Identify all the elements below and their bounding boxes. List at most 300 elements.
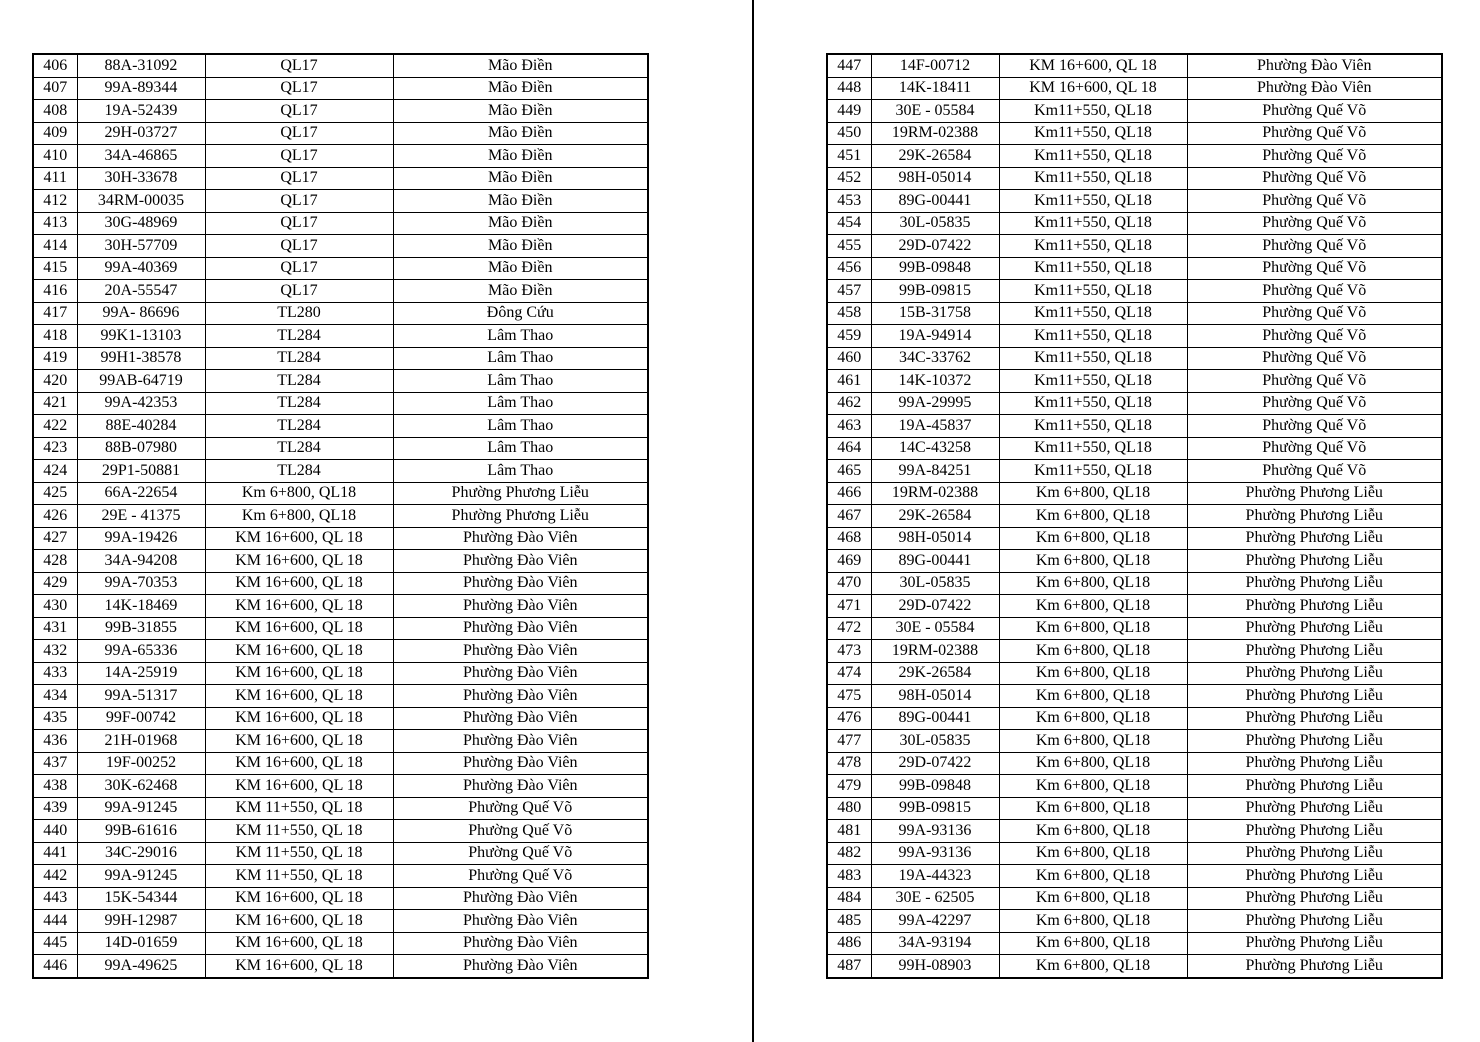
row-number-cell: 485	[827, 910, 871, 933]
ward-cell: Phường Đào Viên	[393, 595, 648, 618]
row-number-cell: 435	[33, 707, 77, 730]
plate-number-cell: 19RM-02388	[871, 482, 999, 505]
plate-number-cell: 19F-00252	[77, 752, 205, 775]
ward-cell: Phường Đào Viên	[393, 752, 648, 775]
plate-number-cell: 30L-05835	[871, 212, 999, 235]
location-cell: QL17	[205, 212, 393, 235]
ward-cell: Phường Quế Võ	[1187, 167, 1442, 190]
table-row	[33, 595, 648, 618]
ward-cell: Phường Phương Liễu	[1187, 595, 1442, 618]
table-row	[33, 932, 648, 955]
row-number-cell: 471	[827, 595, 871, 618]
table-row	[827, 730, 1442, 753]
plate-number-cell: 99A-84251	[871, 460, 999, 483]
plate-number-cell: 14A-25919	[77, 662, 205, 685]
plate-number-cell: 99A-70353	[77, 572, 205, 595]
plate-number-cell: 19RM-02388	[871, 640, 999, 663]
plate-number-cell: 29D-07422	[871, 752, 999, 775]
location-cell: Km 6+800, QL18	[999, 775, 1187, 798]
ward-cell: Phường Phương Liễu	[1187, 820, 1442, 843]
location-cell: Km11+550, QL18	[999, 325, 1187, 348]
plate-number-cell: 30G-48969	[77, 212, 205, 235]
row-number-cell: 478	[827, 752, 871, 775]
location-cell: Km 6+800, QL18	[999, 482, 1187, 505]
row-number-cell: 415	[33, 257, 77, 280]
location-cell: Km 6+800, QL18	[999, 842, 1187, 865]
plate-number-cell: 99A- 86696	[77, 302, 205, 325]
plate-number-cell: 99B-09815	[871, 280, 999, 303]
location-cell: Km 6+800, QL18	[999, 707, 1187, 730]
ward-cell: Phường Đào Viên	[393, 640, 648, 663]
plate-number-cell: 99A-40369	[77, 257, 205, 280]
row-number-cell: 407	[33, 77, 77, 100]
location-cell: Km 6+800, QL18	[999, 617, 1187, 640]
ward-cell: Phường Đào Viên	[393, 617, 648, 640]
location-cell: KM 16+600, QL 18	[205, 617, 393, 640]
ward-cell: Phường Đào Viên	[393, 685, 648, 708]
table-row	[827, 325, 1442, 348]
plate-number-cell: 14D-01659	[77, 932, 205, 955]
ward-cell: Phường Phương Liễu	[1187, 685, 1442, 708]
left-violation-table	[32, 53, 649, 979]
ward-cell: Phường Đào Viên	[393, 662, 648, 685]
row-number-cell: 448	[827, 77, 871, 100]
ward-cell: Phường Đào Viên	[393, 932, 648, 955]
plate-number-cell: 29E - 41375	[77, 505, 205, 528]
row-number-cell: 480	[827, 797, 871, 820]
ward-cell: Phường Quế Võ	[1187, 257, 1442, 280]
table-row	[827, 955, 1442, 978]
table-row	[827, 932, 1442, 955]
location-cell: Km11+550, QL18	[999, 415, 1187, 438]
location-cell: TL284	[205, 325, 393, 348]
location-cell: Km 6+800, QL18	[999, 640, 1187, 663]
location-cell: KM 16+600, QL 18	[205, 775, 393, 798]
location-cell: QL17	[205, 100, 393, 123]
plate-number-cell: 99K1-13103	[77, 325, 205, 348]
table-row	[827, 865, 1442, 888]
row-number-cell: 445	[33, 932, 77, 955]
table-row	[827, 415, 1442, 438]
location-cell: KM 16+600, QL 18	[205, 685, 393, 708]
row-number-cell: 457	[827, 280, 871, 303]
plate-number-cell: 29K-26584	[871, 662, 999, 685]
location-cell: QL17	[205, 190, 393, 213]
table-row	[33, 77, 648, 100]
location-cell: Km11+550, QL18	[999, 235, 1187, 258]
row-number-cell: 418	[33, 325, 77, 348]
ward-cell: Mão Điền	[393, 122, 648, 145]
plate-number-cell: 99A-93136	[871, 842, 999, 865]
plate-number-cell: 99A-65336	[77, 640, 205, 663]
plate-number-cell: 14K-18411	[871, 77, 999, 100]
ward-cell: Phường Đào Viên	[393, 955, 648, 978]
row-number-cell: 410	[33, 145, 77, 168]
table-row	[827, 347, 1442, 370]
table-row	[827, 910, 1442, 933]
ward-cell: Phường Phương Liễu	[1187, 865, 1442, 888]
location-cell: KM 16+600, QL 18	[205, 910, 393, 933]
location-cell: Km11+550, QL18	[999, 145, 1187, 168]
table-row	[33, 212, 648, 235]
plate-number-cell: 99A-91245	[77, 797, 205, 820]
right-violation-table	[826, 53, 1443, 979]
table-row	[33, 775, 648, 798]
ward-cell: Phường Quế Võ	[1187, 370, 1442, 393]
table-row	[827, 595, 1442, 618]
row-number-cell: 465	[827, 460, 871, 483]
table-row	[827, 550, 1442, 573]
location-cell: QL17	[205, 167, 393, 190]
table-row	[33, 707, 648, 730]
location-cell: Km11+550, QL18	[999, 167, 1187, 190]
table-row	[33, 54, 648, 77]
location-cell: Km 6+800, QL18	[205, 505, 393, 528]
location-cell: Km11+550, QL18	[999, 370, 1187, 393]
table-row	[827, 122, 1442, 145]
plate-number-cell: 89G-00441	[871, 707, 999, 730]
plate-number-cell: 99B-09815	[871, 797, 999, 820]
row-number-cell: 464	[827, 437, 871, 460]
location-cell: Km 6+800, QL18	[999, 910, 1187, 933]
ward-cell: Phường Phương Liễu	[1187, 527, 1442, 550]
row-number-cell: 455	[827, 235, 871, 258]
table-row	[33, 235, 648, 258]
plate-number-cell: 29H-03727	[77, 122, 205, 145]
location-cell: TL284	[205, 370, 393, 393]
table-row	[33, 505, 648, 528]
table-row	[827, 707, 1442, 730]
table-row	[827, 752, 1442, 775]
ward-cell: Phường Quế Võ	[1187, 302, 1442, 325]
row-number-cell: 487	[827, 955, 871, 978]
ward-cell: Phường Phương Liễu	[1187, 505, 1442, 528]
row-number-cell: 450	[827, 122, 871, 145]
ward-cell: Phường Quế Võ	[393, 865, 648, 888]
ward-cell: Phường Đào Viên	[1187, 54, 1442, 77]
location-cell: Km 6+800, QL18	[999, 572, 1187, 595]
plate-number-cell: 30L-05835	[871, 730, 999, 753]
table-row	[827, 460, 1442, 483]
row-number-cell: 443	[33, 887, 77, 910]
table-row	[827, 527, 1442, 550]
location-cell: Km11+550, QL18	[999, 437, 1187, 460]
row-number-cell: 474	[827, 662, 871, 685]
row-number-cell: 454	[827, 212, 871, 235]
location-cell: KM 16+600, QL 18	[205, 640, 393, 663]
table-row	[33, 145, 648, 168]
ward-cell: Phường Phương Liễu	[1187, 932, 1442, 955]
row-number-cell: 406	[33, 54, 77, 77]
row-number-cell: 440	[33, 820, 77, 843]
ward-cell: Phường Đào Viên	[393, 527, 648, 550]
ward-cell: Lâm Thao	[393, 347, 648, 370]
ward-cell: Phường Phương Liễu	[1187, 842, 1442, 865]
row-number-cell: 420	[33, 370, 77, 393]
ward-cell: Lâm Thao	[393, 392, 648, 415]
row-number-cell: 414	[33, 235, 77, 258]
left-table-body	[33, 54, 648, 978]
plate-number-cell: 34RM-00035	[77, 190, 205, 213]
row-number-cell: 472	[827, 617, 871, 640]
ward-cell: Phường Phương Liễu	[1187, 797, 1442, 820]
plate-number-cell: 89G-00441	[871, 550, 999, 573]
plate-number-cell: 88B-07980	[77, 437, 205, 460]
location-cell: Km 6+800, QL18	[999, 730, 1187, 753]
table-row	[33, 842, 648, 865]
location-cell: Km 6+800, QL18	[999, 685, 1187, 708]
table-row	[827, 685, 1442, 708]
table-row	[33, 302, 648, 325]
location-cell: KM 16+600, QL 18	[205, 595, 393, 618]
row-number-cell: 417	[33, 302, 77, 325]
ward-cell: Phường Quế Võ	[393, 842, 648, 865]
table-row	[33, 122, 648, 145]
row-number-cell: 484	[827, 887, 871, 910]
plate-number-cell: 14F-00712	[871, 54, 999, 77]
table-row	[827, 167, 1442, 190]
plate-number-cell: 34A-93194	[871, 932, 999, 955]
ward-cell: Phường Phương Liễu	[1187, 550, 1442, 573]
ward-cell: Phường Quế Võ	[1187, 190, 1442, 213]
ward-cell: Mão Điền	[393, 257, 648, 280]
location-cell: Km 6+800, QL18	[999, 662, 1187, 685]
table-row	[33, 527, 648, 550]
location-cell: Km 6+800, QL18	[999, 550, 1187, 573]
plate-number-cell: 29D-07422	[871, 235, 999, 258]
plate-number-cell: 99A-42297	[871, 910, 999, 933]
plate-number-cell: 29D-07422	[871, 595, 999, 618]
ward-cell: Phường Quế Võ	[1187, 347, 1442, 370]
plate-number-cell: 34A-94208	[77, 550, 205, 573]
plate-number-cell: 88E-40284	[77, 415, 205, 438]
table-row	[827, 100, 1442, 123]
ward-cell: Phường Phương Liễu	[1187, 775, 1442, 798]
row-number-cell: 468	[827, 527, 871, 550]
plate-number-cell: 14K-18469	[77, 595, 205, 618]
table-row	[827, 77, 1442, 100]
ward-cell: Mão Điền	[393, 280, 648, 303]
row-number-cell: 476	[827, 707, 871, 730]
plate-number-cell: 99B-61616	[77, 820, 205, 843]
table-row	[33, 752, 648, 775]
plate-number-cell: 99H1-38578	[77, 347, 205, 370]
table-row	[827, 505, 1442, 528]
row-number-cell: 427	[33, 527, 77, 550]
table-row	[827, 842, 1442, 865]
plate-number-cell: 99A-91245	[77, 865, 205, 888]
row-number-cell: 466	[827, 482, 871, 505]
location-cell: Km 6+800, QL18	[999, 820, 1187, 843]
plate-number-cell: 99A-49625	[77, 955, 205, 978]
location-cell: Km11+550, QL18	[999, 392, 1187, 415]
ward-cell: Phường Quế Võ	[1187, 325, 1442, 348]
plate-number-cell: 29K-26584	[871, 505, 999, 528]
row-number-cell: 470	[827, 572, 871, 595]
plate-number-cell: 15B-31758	[871, 302, 999, 325]
table-row	[33, 572, 648, 595]
ward-cell: Phường Đào Viên	[393, 572, 648, 595]
ward-cell: Phường Phương Liễu	[1187, 752, 1442, 775]
location-cell: KM 16+600, QL 18	[999, 54, 1187, 77]
table-row	[33, 820, 648, 843]
table-row	[33, 797, 648, 820]
ward-cell: Lâm Thao	[393, 437, 648, 460]
row-number-cell: 469	[827, 550, 871, 573]
table-row	[827, 482, 1442, 505]
ward-cell: Phường Phương Liễu	[393, 482, 648, 505]
ward-cell: Mão Điền	[393, 235, 648, 258]
row-number-cell: 479	[827, 775, 871, 798]
ward-cell: Phường Phương Liễu	[1187, 955, 1442, 978]
ward-cell: Mão Điền	[393, 190, 648, 213]
plate-number-cell: 14K-10372	[871, 370, 999, 393]
plate-number-cell: 15K-54344	[77, 887, 205, 910]
plate-number-cell: 98H-05014	[871, 167, 999, 190]
ward-cell: Phường Phương Liễu	[1187, 482, 1442, 505]
table-row	[827, 437, 1442, 460]
table-row	[827, 640, 1442, 663]
plate-number-cell: 29P1-50881	[77, 460, 205, 483]
location-cell: KM 11+550, QL 18	[205, 797, 393, 820]
plate-number-cell: 98H-05014	[871, 527, 999, 550]
plate-number-cell: 30L-05835	[871, 572, 999, 595]
location-cell: QL17	[205, 257, 393, 280]
table-row	[827, 662, 1442, 685]
table-row	[33, 392, 648, 415]
location-cell: TL284	[205, 437, 393, 460]
plate-number-cell: 99B-31855	[77, 617, 205, 640]
row-number-cell: 439	[33, 797, 77, 820]
location-cell: TL284	[205, 392, 393, 415]
ward-cell: Phường Quế Võ	[393, 820, 648, 843]
location-cell: KM 11+550, QL 18	[205, 842, 393, 865]
table-row	[827, 145, 1442, 168]
ward-cell: Phường Quế Võ	[1187, 280, 1442, 303]
ward-cell: Phường Đào Viên	[393, 887, 648, 910]
table-row	[827, 302, 1442, 325]
right-table-body	[827, 54, 1442, 978]
row-number-cell: 432	[33, 640, 77, 663]
plate-number-cell: 19A-52439	[77, 100, 205, 123]
row-number-cell: 424	[33, 460, 77, 483]
table-row	[827, 392, 1442, 415]
ward-cell: Phường Quế Võ	[1187, 122, 1442, 145]
plate-number-cell: 19A-45837	[871, 415, 999, 438]
location-cell: KM 16+600, QL 18	[205, 955, 393, 978]
table-row	[33, 460, 648, 483]
ward-cell: Phường Đào Viên	[1187, 77, 1442, 100]
table-row	[33, 955, 648, 978]
ward-cell: Mão Điền	[393, 100, 648, 123]
row-number-cell: 425	[33, 482, 77, 505]
table-row	[827, 235, 1442, 258]
ward-cell: Mão Điền	[393, 54, 648, 77]
table-row	[33, 910, 648, 933]
location-cell: Km 6+800, QL18	[999, 865, 1187, 888]
table-row	[827, 280, 1442, 303]
row-number-cell: 475	[827, 685, 871, 708]
location-cell: KM 11+550, QL 18	[205, 820, 393, 843]
location-cell: QL17	[205, 54, 393, 77]
row-number-cell: 438	[33, 775, 77, 798]
location-cell: Km11+550, QL18	[999, 257, 1187, 280]
ward-cell: Phường Quế Võ	[1187, 212, 1442, 235]
row-number-cell: 459	[827, 325, 871, 348]
ward-cell: Phường Quế Võ	[1187, 460, 1442, 483]
plate-number-cell: 34C-33762	[871, 347, 999, 370]
table-row	[33, 730, 648, 753]
plate-number-cell: 99A-51317	[77, 685, 205, 708]
ward-cell: Phường Quế Võ	[1187, 437, 1442, 460]
table-row	[33, 257, 648, 280]
plate-number-cell: 99AB-64719	[77, 370, 205, 393]
table-row	[33, 482, 648, 505]
location-cell: Km 6+800, QL18	[999, 887, 1187, 910]
location-cell: Km11+550, QL18	[999, 190, 1187, 213]
location-cell: KM 16+600, QL 18	[205, 550, 393, 573]
location-cell: Km11+550, QL18	[999, 460, 1187, 483]
row-number-cell: 434	[33, 685, 77, 708]
table-row	[33, 685, 648, 708]
plate-number-cell: 99A-93136	[871, 820, 999, 843]
row-number-cell: 453	[827, 190, 871, 213]
location-cell: KM 16+600, QL 18	[205, 662, 393, 685]
plate-number-cell: 99H-08903	[871, 955, 999, 978]
row-number-cell: 431	[33, 617, 77, 640]
ward-cell: Phường Quế Võ	[1187, 415, 1442, 438]
ward-cell: Mão Điền	[393, 212, 648, 235]
location-cell: Km 6+800, QL18	[999, 752, 1187, 775]
plate-number-cell: 99F-00742	[77, 707, 205, 730]
row-number-cell: 456	[827, 257, 871, 280]
row-number-cell: 423	[33, 437, 77, 460]
ward-cell: Phường Quế Võ	[393, 797, 648, 820]
location-cell: TL284	[205, 460, 393, 483]
row-number-cell: 460	[827, 347, 871, 370]
plate-number-cell: 30H-33678	[77, 167, 205, 190]
table-row	[827, 820, 1442, 843]
row-number-cell: 421	[33, 392, 77, 415]
ward-cell: Mão Điền	[393, 145, 648, 168]
table-row	[33, 280, 648, 303]
row-number-cell: 461	[827, 370, 871, 393]
ward-cell: Phường Đào Viên	[393, 730, 648, 753]
plate-number-cell: 19A-44323	[871, 865, 999, 888]
location-cell: Km11+550, QL18	[999, 100, 1187, 123]
row-number-cell: 458	[827, 302, 871, 325]
row-number-cell: 409	[33, 122, 77, 145]
plate-number-cell: 30E - 62505	[871, 887, 999, 910]
table-row	[33, 347, 648, 370]
location-cell: Km11+550, QL18	[999, 347, 1187, 370]
location-cell: Km 6+800, QL18	[999, 797, 1187, 820]
ward-cell: Phường Quế Võ	[1187, 392, 1442, 415]
plate-number-cell: 20A-55547	[77, 280, 205, 303]
location-cell: KM 16+600, QL 18	[205, 730, 393, 753]
ward-cell: Phường Phương Liễu	[1187, 640, 1442, 663]
location-cell: Km11+550, QL18	[999, 302, 1187, 325]
plate-number-cell: 30K-62468	[77, 775, 205, 798]
ward-cell: Phường Phương Liễu	[1187, 617, 1442, 640]
row-number-cell: 463	[827, 415, 871, 438]
table-row	[827, 797, 1442, 820]
location-cell: Km 6+800, QL18	[205, 482, 393, 505]
ward-cell: Phường Đào Viên	[393, 775, 648, 798]
ward-cell: Lâm Thao	[393, 415, 648, 438]
row-number-cell: 444	[33, 910, 77, 933]
ward-cell: Phường Phương Liễu	[1187, 910, 1442, 933]
